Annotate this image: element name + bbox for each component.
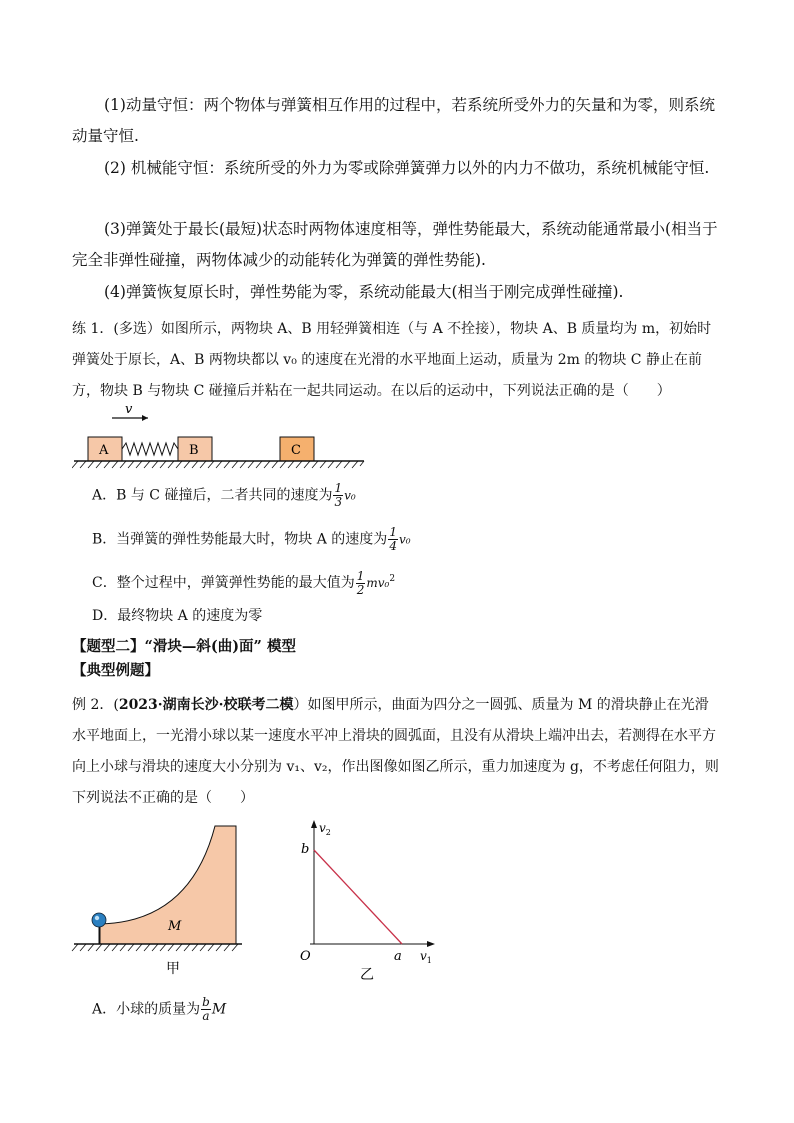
jia-ground-hatching [72, 944, 238, 951]
ball [92, 913, 106, 927]
option-c-energy: mv₀ [366, 576, 390, 590]
option-d[interactable] [92, 605, 262, 627]
section-type-2-heading: 【题型二】“滑块—斜(曲)面” 模型 [72, 638, 296, 655]
example-2-text: 例 2．(2023·湖南长沙·校联考二模）如图甲所示，曲面为四分之一圆弧、质量为 M 的滑块静止在光滑水平地面上，一光滑小球以某一速度水平冲上滑块的圆弧面，且没有从滑块上端冲出去，若测得在水平方向上小球与滑块的速度大小分别为 v₁、v₂，作出图像如图乙所示，重力加速度为 g，不考虑任何阻力，则下列说法不正确的是（ ） [72, 697, 719, 806]
paragraph-energy: (2) 机械能守恒：系统所受的外力为零或除弹簧弹力以外的内力不做功，系统机械能守恒. [104, 159, 710, 177]
ground-hatching [72, 461, 364, 468]
paragraph-natural-length: (4)弹簧恢复原长时，弹性势能为零，系统动能最大(相当于刚完成弹性碰撞). [104, 283, 624, 301]
x-axis-label: $v_1$ [420, 949, 432, 965]
origin-label: O [300, 949, 311, 964]
figure-jia [70, 822, 250, 982]
option-c-exponent: 2 [389, 574, 396, 584]
example-2-option-a-text: A．小球的质量为 [92, 1001, 201, 1018]
paragraph-extreme: (3)弹簧处于最长(最短)状态时两物体速度相等，弹性势能最大，系统动能通常最小(相当于完全非弹性碰撞，两物体减少的动能转化为弹簧的弹性势能). [72, 220, 718, 269]
example-2-source: 2023·湖南长沙·校联考二模 [118, 697, 294, 713]
y-intercept-label: b [301, 842, 310, 857]
option-a[interactable] [92, 482, 356, 509]
example-2-option-a[interactable] [92, 996, 226, 1023]
block-a-label: A [99, 443, 109, 458]
block-b-label: B [189, 443, 199, 458]
jia-caption: 甲 [166, 961, 180, 977]
option-a-velocity: v₀ [344, 488, 356, 503]
option-b-velocity: v₀ [398, 532, 411, 547]
figure-yi [290, 818, 440, 982]
option-b[interactable] [92, 526, 411, 553]
exercise-1-figure [72, 404, 372, 474]
y-axis-label: $v_2$ [319, 821, 331, 837]
velocity-label: v [125, 404, 133, 417]
option-a-text: A．B 与 C 碰撞后，二者共同的速度为 [92, 487, 333, 504]
option-c[interactable] [92, 568, 395, 597]
fraction-one-third: $\frac{1}{3}$ [334, 481, 343, 509]
velocity-arrowhead [142, 415, 148, 421]
option-b-text: B．当弹簧的弹性势能最大时，物块 A 的速度为 [92, 531, 388, 548]
fraction-one-half: $\frac{1}{2}$ [356, 568, 365, 597]
example-2-option-a-mass: M [211, 1001, 227, 1018]
ball-highlight [95, 916, 99, 920]
slider-mass-label: M [168, 919, 182, 934]
typical-examples-heading: 【典型例题】 [72, 662, 159, 679]
block-c-label: C [291, 443, 301, 458]
exercise-1-text: 练 1．(多选）如图所示，两物块 A、B 用轻弹簧相连（与 A 不拴接），物块 A、B 质量均为 m，初始时弹簧处于原长，A、B 两物块都以 v₀ 的速度在光滑的水平地面上运动，质量为 2m 的物块 C 静止在前方，物块 B 与物块 C 碰撞后并粘在一起共同运动。在以后的运动中，下列说法正确的是（ ） [72, 321, 712, 399]
v2-v1-line [314, 850, 402, 944]
y-axis-arrowhead [311, 820, 317, 828]
fraction-b-over-a: $\frac{b}{a}$ [202, 995, 210, 1023]
spring [122, 443, 178, 455]
x-axis-arrowhead [427, 941, 435, 947]
x-intercept-label: a [394, 949, 402, 964]
option-c-text: C．整个过程中，弹簧弹性势能的最大值为 [92, 575, 355, 591]
yi-caption: 乙 [360, 967, 374, 982]
paragraph-momentum: (1)动量守恒：两个物体与弹簧相互作用的过程中，若系统所受外力的矢量和为零，则系统动量守恒. [72, 96, 715, 145]
fraction-one-fourth: $\frac{1}{4}$ [389, 525, 397, 553]
option-d-text: D．最终物块 A 的速度为零 [92, 608, 263, 624]
